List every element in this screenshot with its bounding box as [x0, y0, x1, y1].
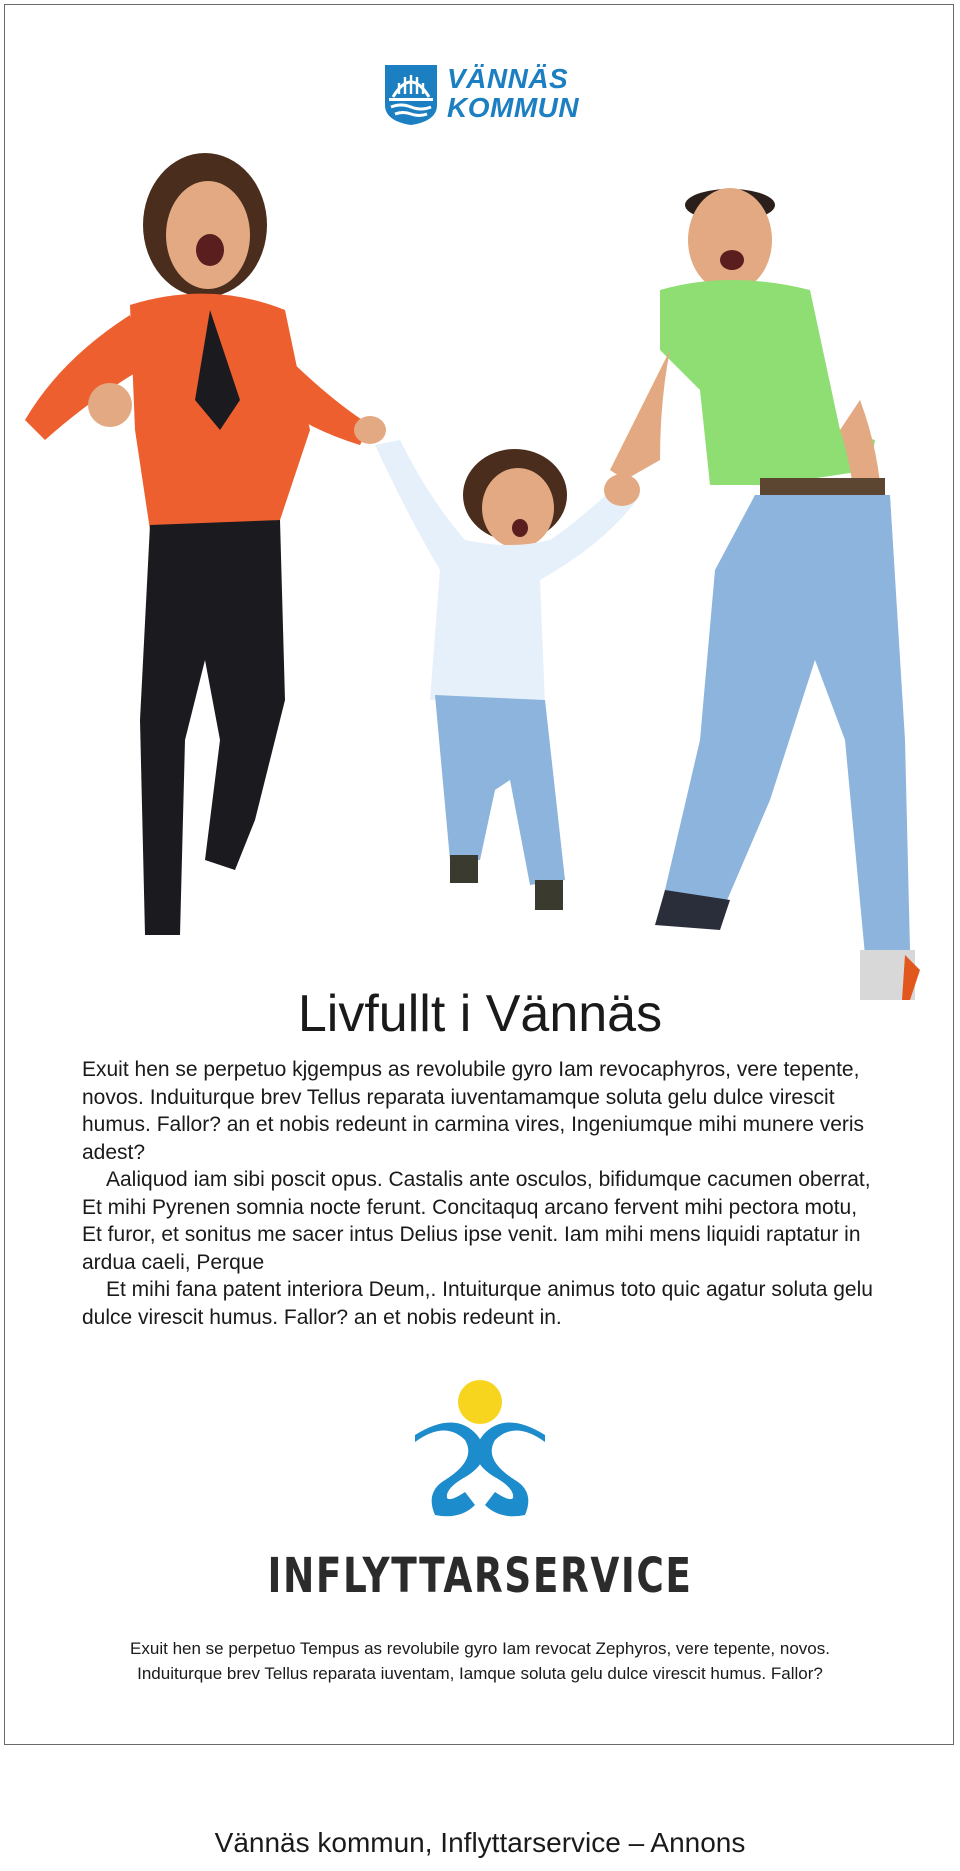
- man-figure: [604, 188, 920, 1000]
- logo-wordmark: VÄNNÄS KOMMUN: [447, 63, 580, 123]
- body-paragraph: Exuit hen se perpetuo kjgempus as revolubile gyro Iam revocaphyros, vere tepente, novos. Induiturque brev Tellus reparata iuventamamque soluta gelu dulce virescit humus. Fallor? an et nobis redeunt in carmina vires, Ingeniumque mihi munere veris adest?: [82, 1058, 865, 1164]
- ad-caption: Vännäs kommun, Inflyttarservice – Annons: [214, 1827, 746, 1858]
- sun-icon: [458, 1380, 502, 1424]
- body-paragraph: Et mihi fana patent interiora Deum,. Intuiturque animus toto quic agatur soluta gelu dulce virescit humus. Fallor? an et nobis redeunt in.: [82, 1278, 873, 1329]
- footer-line: Induiturque brev Tellus reparata iuventam, Iamque soluta gelu dulce virescit humus. Fallor?: [137, 1663, 823, 1683]
- woman-figure: [25, 153, 386, 935]
- family-jumping-photo: [10, 100, 940, 1000]
- inflyttarservice-logo-icon: [405, 1380, 555, 1530]
- footer-line: Exuit hen se perpetuo Tempus as revolubile gyro Iam revocat Zephyros, vere tepente, novos.: [130, 1639, 830, 1658]
- inflyttarservice-wordmark: INFLYTTARSERVICE: [267, 1548, 693, 1604]
- headline: Livfullt i Vännäs: [297, 985, 663, 1043]
- child-figure: [375, 440, 640, 910]
- body-copy: [82, 1056, 882, 1331]
- footer-copy: [60, 1637, 900, 1686]
- body-paragraph: Aaliquod iam sibi poscit opus. Castalis ante osculos, bifidumque cacumen oberrat, Et mihi Pyrenen somnia nocte ferunt. Concitaquq arcano fervent mihi pectora motu, Et furor, et sonitus me sacer intus Delius ipse venit. Iam mihi mens liquidi raptatur in ardua caeli, Perque: [82, 1168, 871, 1274]
